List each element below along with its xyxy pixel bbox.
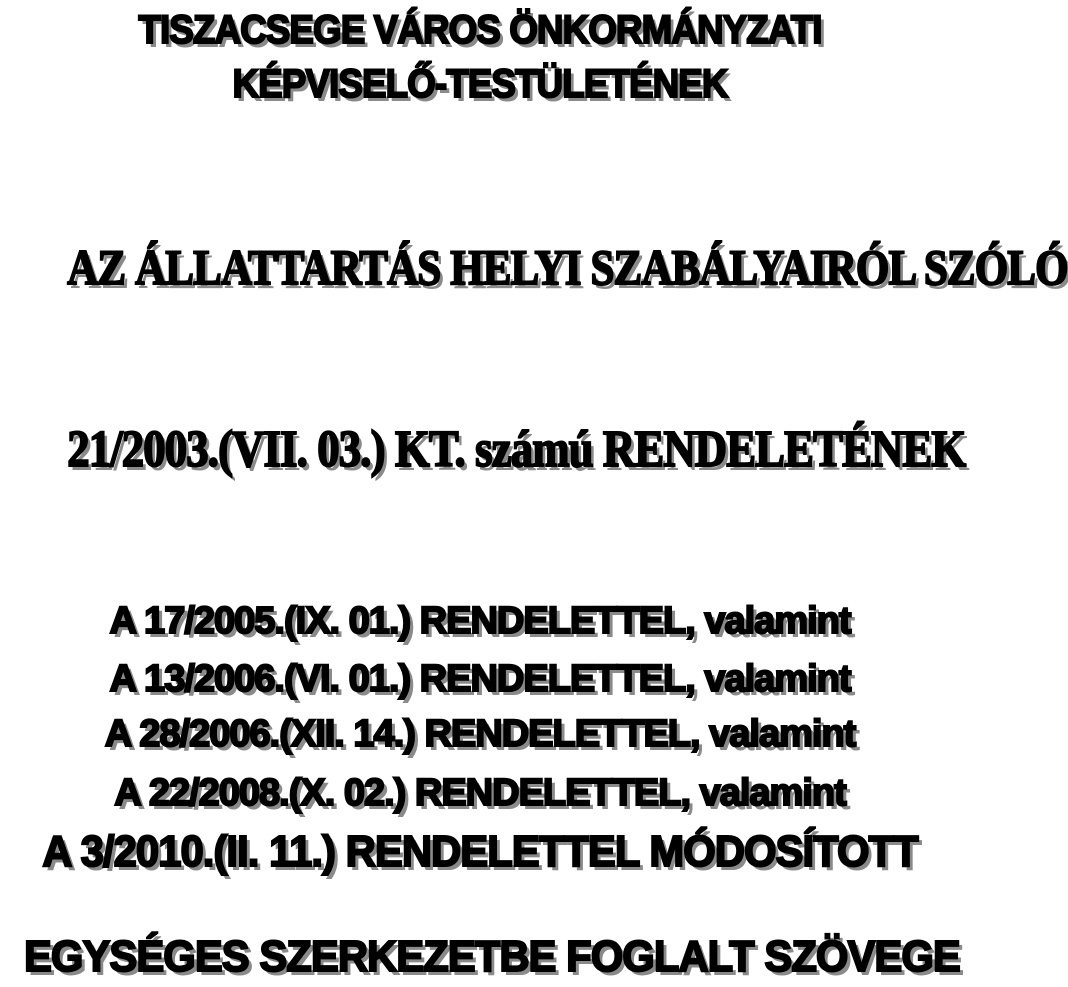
amendment-line-3: A 28/2006.(XII. 14.) RENDELETTEL, valamint xyxy=(104,713,856,755)
title-line-2: KÉPVISELŐ-TESTÜLETÉNEK xyxy=(232,62,728,106)
amendment-line-2: A 13/2006.(VI. 01.) RENDELETTEL, valamint xyxy=(109,658,851,700)
decree-line: 21/2003.(VII. 03.) KT. számú RENDELETÉNEK xyxy=(67,421,966,478)
amendment-line-1: A 17/2005.(IX. 01.) RENDELETTEL, valamint xyxy=(109,600,851,642)
amendment-line-5: A 3/2010.(II. 11.) RENDELETTEL MÓDOSÍTOTT xyxy=(42,827,918,876)
closing-line: EGYSÉGES SZERKEZETBE FOGLALT SZÖVEGE xyxy=(24,932,960,981)
amendment-line-4: A 22/2008.(X. 02.) RENDELETTEL, valamint xyxy=(114,772,846,814)
subject-line: AZ ÁLLATTARTÁS HELYI SZABÁLYAIRÓL SZÓLÓ xyxy=(67,239,1068,295)
title-line-1: TISZACSEGE VÁROS ÖNKORMÁNYZATI xyxy=(138,8,822,52)
